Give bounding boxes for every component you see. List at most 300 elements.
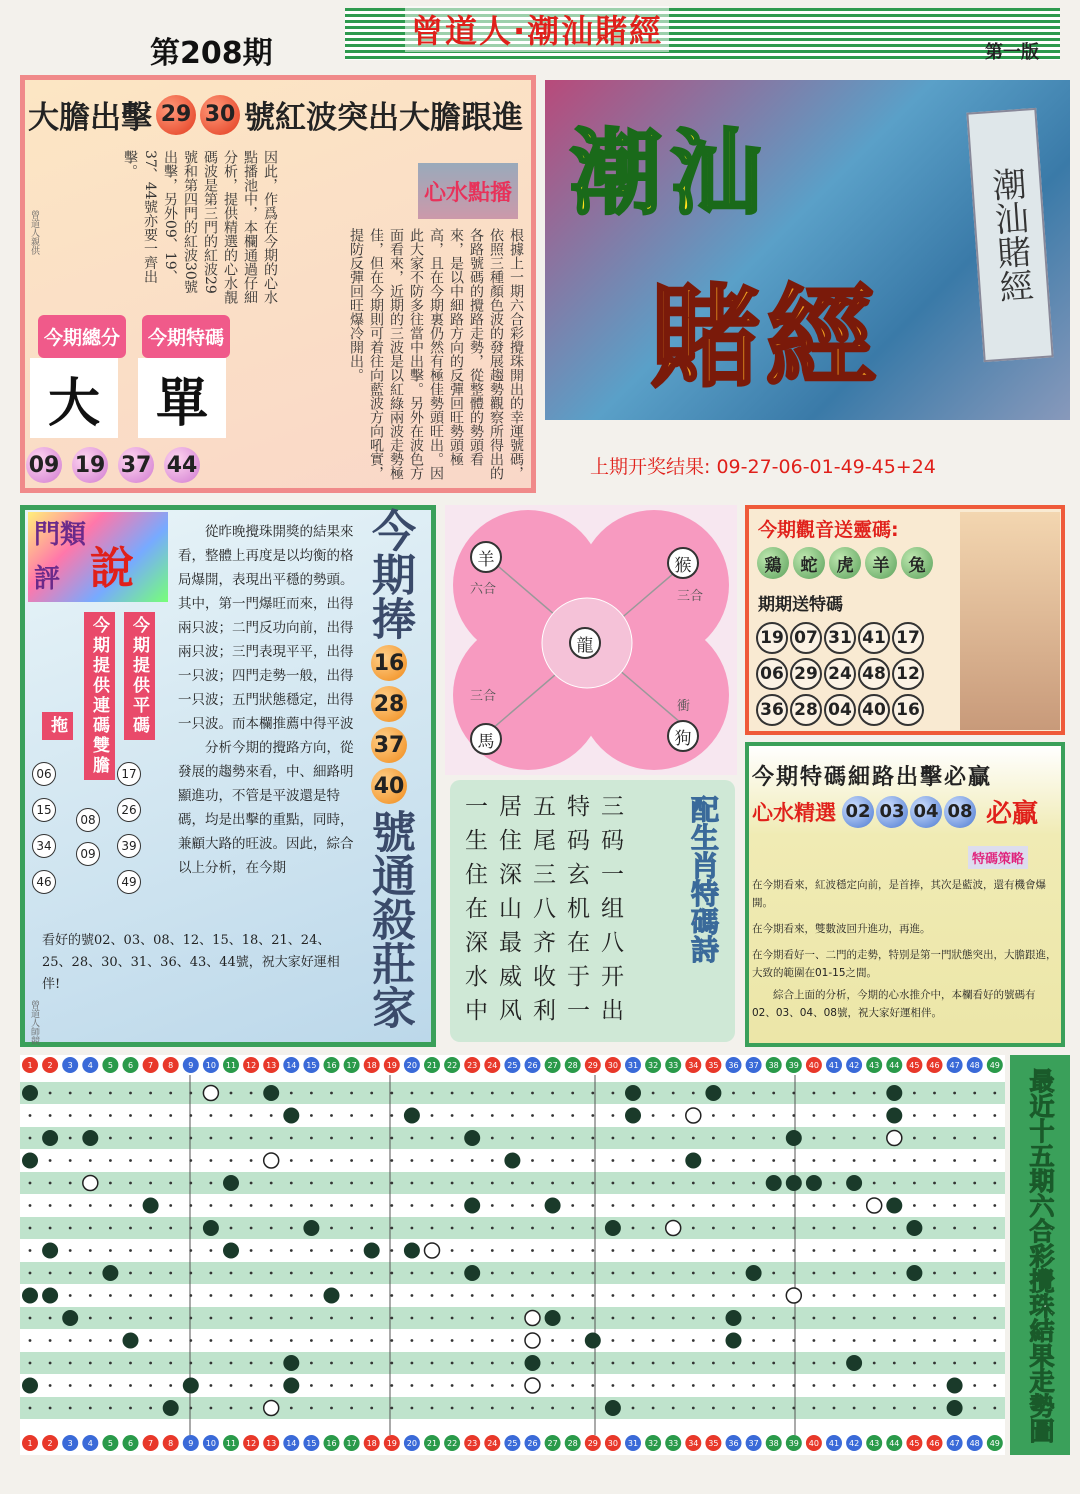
guanyin-animals <box>757 547 937 579</box>
number-header-label: 46 <box>929 1439 940 1448</box>
number-header-label: 29 <box>587 1439 598 1448</box>
empty-dot <box>49 1092 52 1095</box>
empty-dot <box>49 1182 52 1185</box>
empty-dot <box>109 1227 112 1230</box>
empty-dot <box>933 1339 936 1342</box>
special-number-dot <box>786 1288 801 1303</box>
number-header-label: 7 <box>148 1061 154 1070</box>
empty-dot <box>792 1362 795 1365</box>
number-header-label: 39 <box>788 1439 799 1448</box>
poem-row: 深最齐在八 <box>465 930 635 956</box>
empty-dot <box>290 1182 293 1185</box>
empty-dot <box>873 1249 876 1252</box>
pick-label: 心水精選 <box>752 800 836 825</box>
empty-dot <box>752 1204 755 1207</box>
drawn-number-dot <box>525 1355 541 1371</box>
number-header-label: 36 <box>728 1439 739 1448</box>
empty-dot <box>431 1272 434 1275</box>
empty-dot <box>169 1227 172 1230</box>
empty-dot <box>953 1249 956 1252</box>
empty-dot <box>49 1204 52 1207</box>
empty-dot <box>491 1339 494 1342</box>
empty-dot <box>612 1182 615 1185</box>
empty-dot <box>350 1407 353 1410</box>
empty-dot <box>471 1159 474 1162</box>
empty-dot <box>732 1182 735 1185</box>
empty-dot <box>390 1114 393 1117</box>
empty-dot <box>49 1362 52 1365</box>
empty-dot <box>149 1407 152 1410</box>
empty-dot <box>853 1317 856 1320</box>
empty-dot <box>330 1092 333 1095</box>
empty-dot <box>551 1407 554 1410</box>
drawn-number-dot <box>947 1378 963 1394</box>
empty-dot <box>571 1227 574 1230</box>
special-number-dot <box>867 1198 882 1213</box>
number-header-label: 18 <box>366 1439 377 1448</box>
empty-dot <box>270 1339 273 1342</box>
poem-row: 中风利一出 <box>465 998 635 1024</box>
empty-dot <box>330 1182 333 1185</box>
empty-dot <box>390 1339 393 1342</box>
empty-dot <box>491 1227 494 1230</box>
empty-dot <box>230 1159 233 1162</box>
empty-dot <box>632 1339 635 1342</box>
number-header-label: 15 <box>306 1439 317 1448</box>
empty-dot <box>451 1159 454 1162</box>
empty-dot <box>752 1137 755 1140</box>
empty-dot <box>853 1114 856 1117</box>
number-circle: 08 <box>76 808 100 832</box>
empty-dot <box>411 1159 414 1162</box>
empty-dot <box>853 1137 856 1140</box>
empty-dot <box>451 1249 454 1252</box>
empty-dot <box>149 1294 152 1297</box>
empty-dot <box>591 1114 594 1117</box>
number-header-label: 48 <box>969 1439 980 1448</box>
empty-dot <box>69 1407 72 1410</box>
number-header-label: 29 <box>587 1061 598 1070</box>
number-header-label: 4 <box>87 1439 93 1448</box>
empty-dot <box>732 1362 735 1365</box>
special-picks <box>752 793 1038 830</box>
banner-title: 曾道人·潮汕賭經 <box>405 6 669 52</box>
empty-dot <box>712 1384 715 1387</box>
empty-dot <box>652 1182 655 1185</box>
drawn-number-dot <box>806 1175 822 1191</box>
empty-dot <box>370 1137 373 1140</box>
edition-label: 第一版 <box>985 42 1039 63</box>
drawn-number-dot <box>464 1130 480 1146</box>
empty-dot <box>250 1294 253 1297</box>
empty-dot <box>491 1204 494 1207</box>
empty-dot <box>792 1227 795 1230</box>
number-header-label: 45 <box>909 1439 920 1448</box>
special-number: 36 <box>756 694 788 726</box>
empty-dot <box>833 1204 836 1207</box>
guanyin-subtitle: 期期送特碼 <box>758 595 843 615</box>
empty-dot <box>431 1092 434 1095</box>
empty-dot <box>310 1137 313 1140</box>
total-value: 大 <box>30 358 118 438</box>
empty-dot <box>89 1362 92 1365</box>
empty-dot <box>933 1092 936 1095</box>
empty-dot <box>993 1272 996 1275</box>
drawn-number-dot <box>705 1085 721 1101</box>
signature: 曾道人親供 <box>29 210 39 255</box>
logo-text: 門類 <box>34 520 87 550</box>
empty-dot <box>632 1317 635 1320</box>
drawn-number-dot <box>504 1153 520 1169</box>
empty-dot <box>310 1339 313 1342</box>
empty-dot <box>471 1114 474 1117</box>
empty-dot <box>149 1137 152 1140</box>
empty-dot <box>129 1137 132 1140</box>
number-header-label: 14 <box>286 1061 297 1070</box>
empty-dot <box>873 1227 876 1230</box>
empty-dot <box>893 1317 896 1320</box>
empty-dot <box>69 1114 72 1117</box>
empty-dot <box>551 1137 554 1140</box>
hero-card: 潮汕賭經 <box>966 108 1053 362</box>
empty-dot <box>772 1384 775 1387</box>
empty-dot <box>652 1114 655 1117</box>
article-paragraph: 從昨晚攪珠開獎的結果來看，整體上再度是以均衡的格局爆開，表現出平穩的勢頭。其中，第一門爆旺而來，出得兩只波；二門反功向前，出得兩只波；三門表現平平，出得一只波；四門走勢一般，出得一只波；五門狀態穩定，出得一只波。而本欄推薦中得平波 <box>178 524 354 732</box>
empty-dot <box>551 1092 554 1095</box>
empty-dot <box>511 1339 514 1342</box>
drawn-number-dot <box>22 1378 38 1394</box>
empty-dot <box>169 1384 172 1387</box>
number-header-label: 49 <box>989 1439 1000 1448</box>
empty-dot <box>350 1204 353 1207</box>
empty-dot <box>109 1137 112 1140</box>
poem-grid <box>465 790 645 1028</box>
empty-dot <box>411 1384 414 1387</box>
empty-dot <box>49 1339 52 1342</box>
empty-dot <box>290 1249 293 1252</box>
empty-dot <box>672 1317 675 1320</box>
empty-dot <box>551 1384 554 1387</box>
number-header-label: 3 <box>67 1439 73 1448</box>
empty-dot <box>591 1137 594 1140</box>
empty-dot <box>431 1317 434 1320</box>
empty-dot <box>310 1294 313 1297</box>
empty-dot <box>752 1114 755 1117</box>
empty-dot <box>853 1249 856 1252</box>
number-header-label: 7 <box>148 1439 154 1448</box>
empty-dot <box>370 1407 373 1410</box>
empty-dot <box>390 1182 393 1185</box>
drawn-number-dot <box>886 1085 902 1101</box>
empty-dot <box>893 1384 896 1387</box>
number-header-label: 1 <box>27 1439 33 1448</box>
empty-dot <box>69 1159 72 1162</box>
empty-dot <box>411 1362 414 1365</box>
number-circle: 15 <box>32 798 56 822</box>
empty-dot <box>652 1137 655 1140</box>
number-header-label: 35 <box>708 1439 719 1448</box>
empty-dot <box>551 1294 554 1297</box>
empty-dot <box>632 1272 635 1275</box>
empty-dot <box>571 1182 574 1185</box>
lead-numbers <box>26 447 200 483</box>
empty-dot <box>993 1317 996 1320</box>
empty-dot <box>772 1272 775 1275</box>
lead-article-1: 根據上一期六合彩攪珠開出的幸運號碼，依照三種顏色波的發展趨勢觀察所得出的各路號碼的攪路走勢，從整體的勢頭看來，是以中細路方向的反彈回旺勢頭極高，且在今期裏仍然有極佳勢頭旺出。因此大家不防多往當中出擊。另外在波色方面看來，近期的三波是以紅綠兩波走勢極佳，但在今期則可着往向藍波方向吼實，提防反彈回旺爆冷開出。 <box>348 228 524 480</box>
empty-dot <box>390 1092 393 1095</box>
empty-dot <box>813 1249 816 1252</box>
empty-dot <box>632 1362 635 1365</box>
empty-dot <box>612 1204 615 1207</box>
empty-dot <box>893 1182 896 1185</box>
number-header-label: 12 <box>246 1061 257 1070</box>
empty-dot <box>69 1137 72 1140</box>
number-ball: 44 <box>164 447 200 483</box>
empty-dot <box>109 1294 112 1297</box>
empty-dot <box>792 1092 795 1095</box>
special-article <box>752 876 1057 1022</box>
empty-dot <box>250 1272 253 1275</box>
empty-dot <box>431 1159 434 1162</box>
drawn-number-dot <box>303 1220 319 1236</box>
empty-dot <box>692 1362 695 1365</box>
drawn-number-dot <box>906 1265 922 1281</box>
empty-dot <box>752 1294 755 1297</box>
empty-dot <box>531 1092 534 1095</box>
drawn-number-dot <box>283 1378 299 1394</box>
empty-dot <box>149 1182 152 1185</box>
empty-dot <box>330 1249 333 1252</box>
empty-dot <box>973 1339 976 1342</box>
empty-dot <box>370 1159 373 1162</box>
empty-dot <box>169 1272 172 1275</box>
empty-dot <box>792 1317 795 1320</box>
drawn-number-dot <box>846 1355 862 1371</box>
empty-dot <box>993 1227 996 1230</box>
empty-dot <box>411 1137 414 1140</box>
empty-dot <box>531 1407 534 1410</box>
empty-dot <box>370 1092 373 1095</box>
empty-dot <box>692 1249 695 1252</box>
empty-dot <box>129 1294 132 1297</box>
empty-dot <box>591 1204 594 1207</box>
number-header-label: 28 <box>567 1439 578 1448</box>
empty-dot <box>230 1339 233 1342</box>
empty-dot <box>913 1137 916 1140</box>
empty-dot <box>109 1204 112 1207</box>
empty-dot <box>853 1204 856 1207</box>
number-ball: 40 <box>371 768 407 804</box>
empty-dot <box>189 1159 192 1162</box>
issue-number: 第208期 <box>150 36 273 71</box>
empty-dot <box>913 1339 916 1342</box>
empty-dot <box>752 1159 755 1162</box>
empty-dot <box>853 1159 856 1162</box>
drawn-number-dot <box>726 1333 742 1349</box>
empty-dot <box>571 1294 574 1297</box>
number-header-label: 20 <box>406 1061 417 1070</box>
empty-dot <box>431 1407 434 1410</box>
empty-dot <box>652 1384 655 1387</box>
relation-label: 三合 <box>470 689 497 704</box>
empty-dot <box>732 1137 735 1140</box>
empty-dot <box>350 1227 353 1230</box>
empty-dot <box>571 1249 574 1252</box>
empty-dot <box>350 1317 353 1320</box>
drawn-number-dot <box>906 1220 922 1236</box>
empty-dot <box>189 1137 192 1140</box>
drawn-number-dot <box>42 1288 58 1304</box>
empty-dot <box>672 1249 675 1252</box>
empty-dot <box>390 1137 393 1140</box>
empty-dot <box>913 1092 916 1095</box>
empty-dot <box>471 1362 474 1365</box>
empty-dot <box>993 1114 996 1117</box>
empty-dot <box>933 1249 936 1252</box>
special-number: 40 <box>858 694 890 726</box>
empty-dot <box>511 1317 514 1320</box>
number-header-label: 13 <box>266 1061 277 1070</box>
empty-dot <box>290 1317 293 1320</box>
empty-dot <box>913 1204 916 1207</box>
zodiac-horse: 馬 <box>470 723 502 755</box>
drawn-number-dot <box>163 1400 179 1416</box>
empty-dot <box>149 1362 152 1365</box>
number-header-label: 31 <box>627 1061 639 1070</box>
empty-dot <box>210 1317 213 1320</box>
empty-dot <box>873 1272 876 1275</box>
empty-dot <box>772 1339 775 1342</box>
empty-dot <box>169 1114 172 1117</box>
empty-dot <box>993 1384 996 1387</box>
number-header-label: 1 <box>27 1061 33 1070</box>
empty-dot <box>29 1249 32 1252</box>
empty-dot <box>330 1137 333 1140</box>
empty-dot <box>109 1249 112 1252</box>
drawn-number-dot <box>886 1198 902 1214</box>
empty-dot <box>591 1272 594 1275</box>
empty-dot <box>692 1204 695 1207</box>
empty-dot <box>913 1249 916 1252</box>
number-header-label: 21 <box>426 1439 438 1448</box>
empty-dot <box>250 1227 253 1230</box>
guanyin-numbers <box>755 620 945 728</box>
empty-dot <box>571 1137 574 1140</box>
number-header-label: 5 <box>107 1061 113 1070</box>
empty-dot <box>712 1159 715 1162</box>
empty-dot <box>210 1362 213 1365</box>
number-ball: 19 <box>72 447 108 483</box>
empty-dot <box>993 1294 996 1297</box>
empty-dot <box>531 1204 534 1207</box>
drawn-number-dot <box>42 1130 58 1146</box>
empty-dot <box>692 1272 695 1275</box>
empty-dot <box>672 1362 675 1365</box>
empty-dot <box>833 1294 836 1297</box>
empty-dot <box>792 1114 795 1117</box>
empty-dot <box>953 1159 956 1162</box>
empty-dot <box>792 1272 795 1275</box>
drawn-number-dot <box>223 1243 239 1259</box>
empty-dot <box>310 1384 313 1387</box>
empty-dot <box>953 1137 956 1140</box>
empty-dot <box>330 1339 333 1342</box>
animal-ball: 鶏 <box>757 547 789 579</box>
empty-dot <box>230 1204 233 1207</box>
empty-dot <box>189 1204 192 1207</box>
empty-dot <box>973 1272 976 1275</box>
empty-dot <box>451 1384 454 1387</box>
drawn-number-dot <box>364 1243 380 1259</box>
empty-dot <box>672 1407 675 1410</box>
empty-dot <box>310 1204 313 1207</box>
empty-dot <box>531 1227 534 1230</box>
drawn-number-dot <box>746 1265 762 1281</box>
empty-dot <box>189 1317 192 1320</box>
empty-dot <box>350 1114 353 1117</box>
empty-dot <box>873 1159 876 1162</box>
number-header-label: 13 <box>266 1439 277 1448</box>
guanyin-title: 今期觀音送靈碼: <box>758 519 899 541</box>
empty-dot <box>752 1092 755 1095</box>
empty-dot <box>270 1249 273 1252</box>
empty-dot <box>491 1137 494 1140</box>
empty-dot <box>230 1384 233 1387</box>
empty-dot <box>390 1294 393 1297</box>
empty-dot <box>672 1204 675 1207</box>
empty-dot <box>511 1204 514 1207</box>
poem-title: 配生肖特碼詩 <box>687 795 720 963</box>
empty-dot <box>390 1317 393 1320</box>
drag-numbers <box>32 762 56 894</box>
empty-dot <box>813 1339 816 1342</box>
empty-dot <box>531 1114 534 1117</box>
empty-dot <box>49 1317 52 1320</box>
empty-dot <box>350 1249 353 1252</box>
empty-dot <box>390 1249 393 1252</box>
empty-dot <box>953 1317 956 1320</box>
poem-row: 住深三玄一 <box>465 862 635 888</box>
empty-dot <box>712 1272 715 1275</box>
empty-dot <box>270 1182 273 1185</box>
number-header-label: 40 <box>808 1439 819 1448</box>
empty-dot <box>89 1294 92 1297</box>
empty-dot <box>29 1114 32 1117</box>
empty-dot <box>169 1339 172 1342</box>
empty-dot <box>873 1407 876 1410</box>
empty-dot <box>752 1339 755 1342</box>
number-header-label: 23 <box>467 1439 478 1448</box>
empty-dot <box>571 1092 574 1095</box>
empty-dot <box>933 1114 936 1117</box>
article-paragraph: 分析今期的攪路方向，從發展的趨勢來看，中、細路明顯進功，不管是平波還是特碼，均是出擊的重點，同時，兼顧大路的旺波。因此，綜合以上分析，在今期 <box>178 740 354 876</box>
empty-dot <box>531 1182 534 1185</box>
empty-dot <box>29 1204 32 1207</box>
number-header-label: 44 <box>889 1061 900 1070</box>
empty-dot <box>350 1159 353 1162</box>
empty-dot <box>451 1272 454 1275</box>
empty-dot <box>873 1384 876 1387</box>
poem-row: 水威收于开 <box>465 964 635 990</box>
number-header-label: 46 <box>929 1061 940 1070</box>
empty-dot <box>752 1362 755 1365</box>
empty-dot <box>129 1092 132 1095</box>
empty-dot <box>712 1362 715 1365</box>
empty-dot <box>933 1294 936 1297</box>
special-number-dot <box>264 1401 279 1416</box>
empty-dot <box>270 1137 273 1140</box>
number-header-label: 19 <box>386 1061 397 1070</box>
